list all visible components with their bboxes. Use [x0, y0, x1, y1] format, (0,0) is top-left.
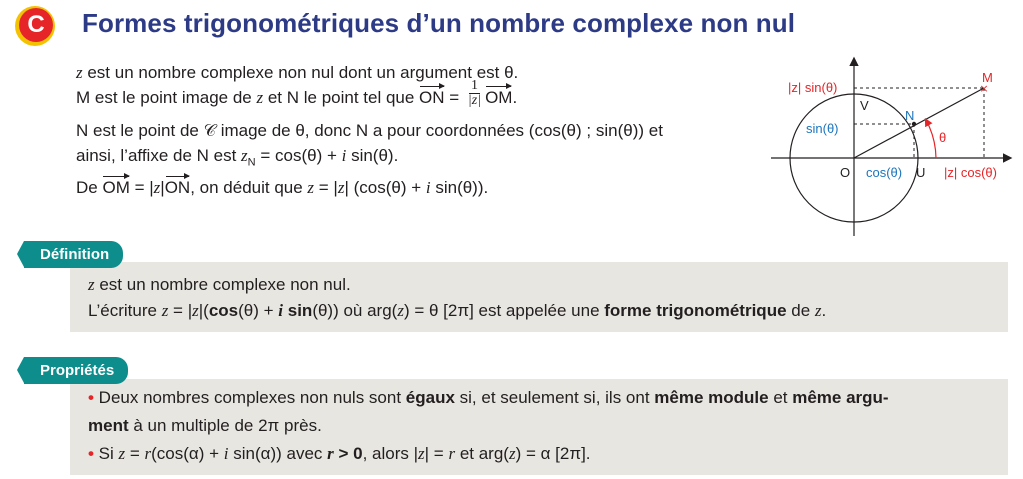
bullet: • [88, 444, 94, 463]
math-z: z [76, 63, 83, 82]
section-badge: C [19, 8, 53, 42]
text: , alors | [362, 444, 419, 463]
vector-om: OM [102, 175, 129, 200]
unit-circle-figure [768, 56, 1016, 240]
fraction [466, 79, 483, 108]
vector-on: ON [419, 85, 445, 110]
text: | [160, 178, 165, 198]
intro-line-5 [76, 175, 766, 200]
text: sin(θ)). [430, 178, 489, 198]
math-i: i [341, 146, 347, 165]
math-z: z [118, 444, 126, 463]
label-zsin: |z| sin(θ) [788, 80, 838, 95]
label-sin: sin(θ) [806, 121, 839, 136]
text: ainsi, l’affixe de N est [76, 146, 242, 165]
property-line-1 [88, 385, 889, 410]
point-m-marker: × [979, 82, 989, 95]
intro-line-4 [76, 143, 766, 175]
text: est un nombre complexe non nul dont un argument est θ. [82, 63, 519, 82]
label-theta: θ [939, 130, 947, 145]
bold-term: égaux [405, 388, 455, 407]
bold-term: > 0 [333, 444, 363, 463]
text: et [768, 388, 793, 407]
text: , on déduit que [190, 178, 308, 198]
bold-term: même argu- [792, 388, 889, 407]
bullet: • [88, 388, 94, 407]
text: L’écriture [88, 301, 162, 320]
fraction-denominator: |z| [467, 93, 482, 109]
angle-arc [926, 120, 936, 158]
math-z: z [241, 146, 248, 165]
math-z: z [418, 444, 425, 463]
text: De [76, 178, 103, 198]
bold-term: ment [88, 416, 129, 435]
text: |( [198, 301, 209, 320]
text: (θ) + [238, 301, 279, 320]
properties-tag: Propriétés [24, 357, 128, 384]
text: = [125, 444, 145, 463]
intro-line-2 [76, 78, 766, 110]
text: ) = θ [2π] est appelée une [403, 301, 605, 320]
text: = | [129, 178, 154, 198]
text: M est le point image de [76, 88, 257, 107]
definition-box [70, 262, 1008, 332]
text: . [821, 301, 827, 320]
text: | = [424, 444, 449, 463]
label-n: N [905, 108, 915, 123]
fraction-numerator: 1 [471, 78, 478, 94]
math-z: z [88, 275, 95, 294]
text: est un nombre complexe non nul. [94, 275, 351, 294]
bold-cos: cos [208, 301, 239, 320]
math-z: z [192, 301, 199, 320]
text: Deux nombres complexes non nuls sont [93, 388, 406, 407]
math-z: z [307, 178, 315, 198]
text: = [444, 88, 464, 107]
math-z: z [814, 301, 822, 320]
text: de [786, 301, 815, 320]
vector-on: ON [165, 175, 191, 200]
math-i: i [425, 178, 431, 198]
math-r: r [144, 444, 152, 463]
math-z: z [256, 88, 264, 107]
text: = | [314, 178, 338, 198]
properties-box [70, 379, 1008, 475]
math-z: z [161, 301, 169, 320]
intro-line-1 [76, 60, 766, 85]
text: (cos(α) + [151, 444, 224, 463]
math-z: z [337, 178, 345, 198]
math-z: z [153, 178, 161, 198]
text: et N le point tel que [263, 88, 420, 107]
text: Si [93, 444, 119, 463]
text: à un multiple de 2π près. [128, 416, 322, 435]
text: | (cos(θ) + [344, 178, 426, 198]
text: ) = α [2π]. [515, 444, 591, 463]
bold-term: même module [654, 388, 769, 407]
label-m: M [982, 70, 993, 85]
intro-line-3: N est le point de 𝒞 image de θ, donc N a pour coordonnées (cos(θ) ; sin(θ)) et [76, 121, 663, 140]
property-line-3 [88, 441, 591, 466]
vector-om: OM [485, 85, 512, 110]
math-r: r [327, 444, 334, 463]
text: et arg( [455, 444, 509, 463]
label-zcos: |z| cos(θ) [944, 165, 997, 180]
bold-term: forme trigonométrique [604, 301, 787, 320]
label-v: V [860, 98, 869, 113]
subscript: N [247, 156, 256, 169]
intro-text [76, 60, 766, 200]
math-r: r [448, 444, 456, 463]
definition-line-1 [88, 272, 351, 297]
property-line-2 [88, 413, 322, 438]
definition-line-2 [88, 298, 826, 323]
definition-tag: Définition [24, 241, 123, 268]
label-u: U [916, 165, 926, 180]
text: = | [168, 301, 193, 320]
text: = cos(θ) + [255, 146, 342, 165]
math-i: i [223, 444, 229, 463]
text: sin(θ). [346, 146, 399, 165]
math-z: z [508, 444, 516, 463]
text: (θ)) où arg( [312, 301, 398, 320]
text: sin(α)) avec [228, 444, 328, 463]
math-i: i [278, 301, 284, 320]
bold-sin: sin [283, 301, 313, 320]
text: si, et seulement si, ils ont [454, 388, 655, 407]
section-title: Formes trigonométriques d’un nombre complexe non nul [82, 8, 796, 38]
text: . [512, 88, 518, 107]
label-o: O [840, 165, 851, 180]
om-segment [854, 88, 984, 158]
math-z: z [397, 301, 404, 320]
label-cos: cos(θ) [866, 165, 903, 180]
